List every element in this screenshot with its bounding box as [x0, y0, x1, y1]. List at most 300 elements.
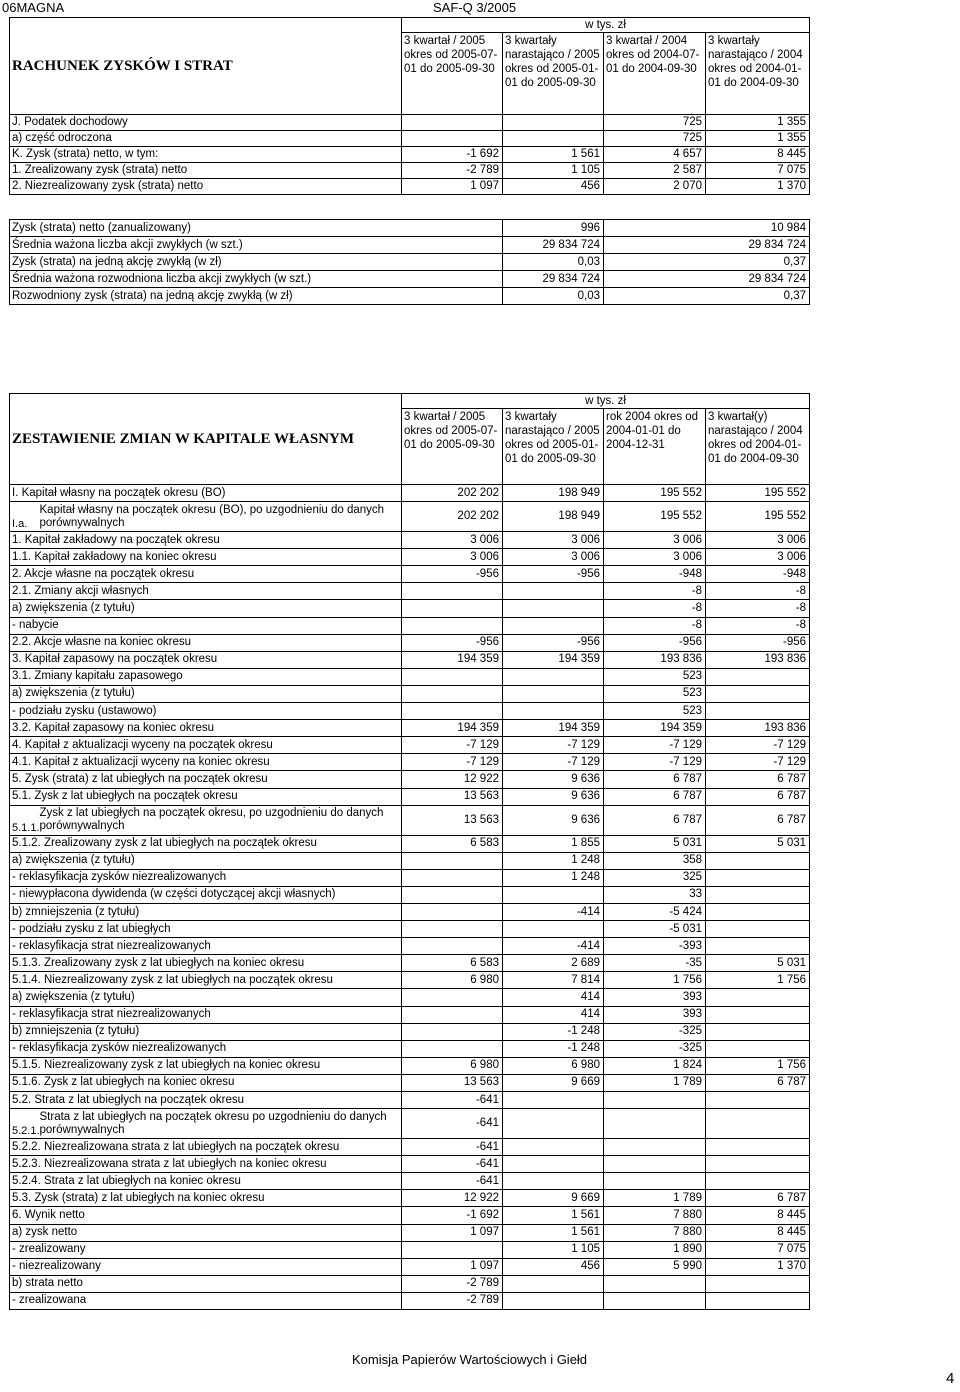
row-label: a) zwiększenia (z tytułu) — [10, 989, 402, 1006]
cell-value — [503, 1292, 604, 1309]
cell-value: 194 359 — [402, 720, 503, 737]
cell-value: 393 — [604, 1006, 706, 1023]
row-label: - nabycie — [10, 617, 402, 634]
row-label: 4.1. Kapitał z aktualizacji wyceny na koniec okresu — [10, 754, 402, 771]
cell-value — [402, 921, 503, 938]
cell-value: -8 — [604, 583, 706, 600]
cell-value — [503, 600, 604, 617]
table-row — [10, 485, 810, 502]
cell-value — [706, 1006, 810, 1023]
cell-value: 523 — [604, 703, 706, 720]
cell-value — [402, 583, 503, 600]
cell-value: 3 006 — [503, 549, 604, 566]
cell-value — [503, 115, 604, 131]
row-label: 2.1. Zmiany akcji własnych — [10, 583, 402, 600]
cell-value: 523 — [604, 668, 706, 685]
cell-value: 13 563 — [402, 788, 503, 805]
cell-value: 193 836 — [706, 720, 810, 737]
table-row — [10, 955, 810, 972]
row-label: 5.2.3. Niezrealizowana strata z lat ubiegłych na koniec okresu — [10, 1156, 402, 1173]
cell-value — [402, 115, 503, 131]
cell-value — [604, 1092, 706, 1109]
cell-value: 29 834 724 — [503, 271, 604, 288]
cell-value — [706, 886, 810, 903]
cell-value: -414 — [503, 938, 604, 955]
row-label: Średnia ważona rozwodniona liczba akcji zwykłych (w szt.) — [10, 271, 503, 288]
row-label: - niezrealizowany — [10, 1258, 402, 1275]
row-label: Średnia ważona liczba akcji zwykłych (w szt.) — [10, 237, 503, 254]
cell-value: 1 756 — [706, 972, 810, 989]
cell-value: 5 990 — [604, 1258, 706, 1275]
row-label: K. Zysk (strata) netto, w tym: — [10, 147, 402, 163]
income-title: RACHUNEK ZYSKÓW I STRAT — [10, 18, 402, 115]
row-label: 3. Kapitał zapasowy na początek okresu — [10, 651, 402, 668]
row-label: 5.2. Strata z lat ubiegłych na początek okresu — [10, 1092, 402, 1109]
cell-value: 1 370 — [706, 1258, 810, 1275]
cell-value — [402, 600, 503, 617]
cell-value: 7 814 — [503, 972, 604, 989]
column-header: 3 kwartał / 2005 okres od 2005-07-01 do 2005-09-30 — [402, 33, 503, 115]
row-label: a) zwiększenia (z tytułu) — [10, 600, 402, 617]
row-label: - zrealizowana — [10, 1292, 402, 1309]
cell-value: 7 075 — [706, 163, 810, 179]
table-row — [10, 583, 810, 600]
table-row — [10, 1156, 810, 1173]
column-header: 3 kwartały narastająco / 2005 okres od 2005-01-01 do 2005-09-30 — [503, 33, 604, 115]
column-header: 3 kwartał / 2005 okres od 2005-07-01 do 2005-09-30 — [402, 409, 503, 485]
row-label: J. Podatek dochodowy — [10, 115, 402, 131]
cell-value: 996 — [503, 220, 604, 237]
cell-value: -956 — [503, 634, 604, 651]
cell-value — [503, 685, 604, 702]
cell-value — [402, 668, 503, 685]
table-row — [10, 1224, 810, 1241]
cell-value — [706, 869, 810, 886]
cell-value: 12 922 — [402, 1190, 503, 1207]
row-label: - niewypłacona dywidenda (w części dotyczącej akcji własnych) — [10, 886, 402, 903]
cell-value: -414 — [503, 903, 604, 920]
table-row — [10, 668, 810, 685]
table-row — [10, 502, 810, 532]
cell-value: 1 561 — [503, 147, 604, 163]
cell-value — [402, 685, 503, 702]
cell-value: 523 — [604, 685, 706, 702]
table-row — [10, 254, 810, 271]
cell-value: -8 — [706, 583, 810, 600]
cell-value: 6 787 — [706, 788, 810, 805]
table-row — [10, 1275, 810, 1292]
table-row — [10, 131, 810, 147]
equity-statement — [9, 393, 810, 1310]
row-label: - reklasyfikacja strat niezrealizowanych — [10, 1006, 402, 1023]
row-label: - reklasyfikacja strat niezrealizowanych — [10, 938, 402, 955]
row-label: 5.1.5. Niezrealizowany zysk z lat ubiegłych na koniec okresu — [10, 1057, 402, 1074]
page-number: 4 — [946, 1370, 955, 1387]
table-row — [10, 1241, 810, 1258]
cell-value — [706, 1275, 810, 1292]
cell-value — [503, 1139, 604, 1156]
table-row — [10, 703, 810, 720]
row-label: 3.1. Zmiany kapitału zapasowego — [10, 668, 402, 685]
table-row — [10, 271, 810, 288]
table-row — [10, 179, 810, 195]
cell-value: 194 359 — [503, 651, 604, 668]
cell-value: 9 669 — [503, 1190, 604, 1207]
cell-value — [706, 1156, 810, 1173]
cell-value — [604, 1109, 706, 1139]
cell-value: -948 — [604, 566, 706, 583]
cell-value: 9 636 — [503, 805, 604, 835]
cell-value: -8 — [706, 600, 810, 617]
cell-value: -7 129 — [503, 737, 604, 754]
cell-value: 1 355 — [706, 131, 810, 147]
cell-value — [402, 1040, 503, 1057]
cell-value: 6 787 — [706, 1074, 810, 1091]
unit-row — [10, 394, 810, 409]
row-label: a) zwiększenia (z tytułu) — [10, 685, 402, 702]
cell-value — [706, 1040, 810, 1057]
cell-value: 3 006 — [402, 549, 503, 566]
cell-value: -956 — [604, 634, 706, 651]
cell-value: -7 129 — [503, 754, 604, 771]
cell-value: -1 248 — [503, 1023, 604, 1040]
cell-value: 414 — [503, 1006, 604, 1023]
row-label: Zysk z lat ubiegłych na początek okresu, po uzgodnieniu do danych porównywalnych — [38, 805, 402, 835]
table-row — [10, 938, 810, 955]
cell-value: 195 552 — [706, 502, 810, 532]
row-label: 5.1.3. Zrealizowany zysk z lat ubiegłych na koniec okresu — [10, 955, 402, 972]
cell-value: 6 583 — [402, 835, 503, 852]
row-label: 5.2.4. Strata z lat ubiegłych na koniec okresu — [10, 1173, 402, 1190]
cell-value: -641 — [402, 1092, 503, 1109]
cell-value: -956 — [402, 566, 503, 583]
form-code: SAF-Q 3/2005 — [433, 0, 517, 15]
cell-value — [503, 1092, 604, 1109]
cell-value: 6 787 — [604, 771, 706, 788]
column-header: 3 kwartał(y) narastająco / 2004 okres od 2004-01-01 do 2004-09-30 — [706, 409, 810, 485]
row-label: 5.1.2. Zrealizowany zysk z lat ubiegłych na początek okresu — [10, 835, 402, 852]
cell-value: -1 692 — [402, 1207, 503, 1224]
cell-value — [503, 1275, 604, 1292]
table-row — [10, 549, 810, 566]
cell-value: 8 445 — [706, 147, 810, 163]
cell-value: 1 756 — [706, 1057, 810, 1074]
table-row — [10, 566, 810, 583]
cell-value — [503, 1173, 604, 1190]
cell-value: 5 031 — [604, 835, 706, 852]
eps-table — [9, 219, 810, 305]
cell-value: 1 789 — [604, 1190, 706, 1207]
cell-value: 3 006 — [604, 549, 706, 566]
cell-value — [402, 869, 503, 886]
cell-value — [706, 685, 810, 702]
cell-value — [706, 668, 810, 685]
row-label: 5.1.4. Niezrealizowany zysk z lat ubiegłych na początek okresu — [10, 972, 402, 989]
cell-value: 3 006 — [503, 532, 604, 549]
cell-value: 1 097 — [402, 1224, 503, 1241]
cell-value — [604, 1139, 706, 1156]
cell-value — [503, 703, 604, 720]
cell-value — [706, 1139, 810, 1156]
cell-value — [402, 938, 503, 955]
table-row — [10, 1173, 810, 1190]
cell-value — [503, 668, 604, 685]
table-row — [10, 737, 810, 754]
table-row — [10, 1109, 810, 1139]
row-label: 4. Kapitał z aktualizacji wyceny na początek okresu — [10, 737, 402, 754]
cell-value: 195 552 — [706, 485, 810, 502]
cell-value — [604, 1156, 706, 1173]
row-label: - reklasyfikacja zysków niezrealizowanych — [10, 869, 402, 886]
cell-value: 2 070 — [604, 179, 706, 195]
cell-value — [402, 131, 503, 147]
cell-value: -956 — [503, 566, 604, 583]
cell-value: 1 561 — [503, 1224, 604, 1241]
cell-value: 4 657 — [604, 147, 706, 163]
cell-value: -956 — [402, 634, 503, 651]
table-row — [10, 651, 810, 668]
equity-title: ZESTAWIENIE ZMIAN W KAPITALE WŁASNYM — [10, 394, 402, 485]
cell-value: 202 202 — [402, 485, 503, 502]
cell-value: 1 248 — [503, 869, 604, 886]
unit-label: w tys. zł — [402, 394, 810, 409]
cell-value: 7 075 — [706, 1241, 810, 1258]
cell-value: 195 552 — [604, 502, 706, 532]
row-label: - reklasyfikacja zysków niezrealizowanych — [10, 1040, 402, 1057]
cell-value — [706, 1092, 810, 1109]
cell-value: 3 006 — [402, 532, 503, 549]
table-row — [10, 921, 810, 938]
cell-value: 9 636 — [503, 788, 604, 805]
table-row — [10, 1139, 810, 1156]
cell-value: 1 561 — [503, 1207, 604, 1224]
cell-value: 1 248 — [503, 852, 604, 869]
cell-value — [503, 583, 604, 600]
cell-value: 8 445 — [706, 1224, 810, 1241]
row-number: I.a. — [10, 502, 38, 532]
cell-value: 725 — [604, 115, 706, 131]
cell-value: -1 248 — [503, 1040, 604, 1057]
cell-value — [604, 1173, 706, 1190]
cell-value: 7 880 — [604, 1207, 706, 1224]
table-row — [10, 1292, 810, 1309]
cell-value: 0,03 — [503, 288, 604, 305]
row-label: Strata z lat ubiegłych na początek okresu po uzgodnieniu do danych porównywalnych — [38, 1109, 402, 1139]
table-row — [10, 720, 810, 737]
table-row — [10, 805, 810, 835]
cell-value: 6 787 — [604, 788, 706, 805]
cell-value — [402, 852, 503, 869]
cell-value — [706, 921, 810, 938]
row-label: Zysk (strata) netto (zanualizowany) — [10, 220, 503, 237]
table-row — [10, 532, 810, 549]
cell-value: 1 097 — [402, 179, 503, 195]
cell-value: 29 834 724 — [604, 237, 810, 254]
row-label: b) zmniejszenia (z tytułu) — [10, 1023, 402, 1040]
cell-value: 13 563 — [402, 1074, 503, 1091]
table-row — [10, 1057, 810, 1074]
row-label: 5.2.2. Niezrealizowana strata z lat ubiegłych na początek okresu — [10, 1139, 402, 1156]
cell-value: 0,37 — [604, 254, 810, 271]
table-row — [10, 220, 810, 237]
cell-value: 9 669 — [503, 1074, 604, 1091]
cell-value: 13 563 — [402, 805, 503, 835]
cell-value — [402, 1006, 503, 1023]
row-label: 1.1. Kapitał zakładowy na koniec okresu — [10, 549, 402, 566]
cell-value: -5 031 — [604, 921, 706, 938]
cell-value: 2 689 — [503, 955, 604, 972]
cell-value: -641 — [402, 1139, 503, 1156]
cell-value: 1 824 — [604, 1057, 706, 1074]
cell-value — [402, 703, 503, 720]
cell-value: 1 756 — [604, 972, 706, 989]
cell-value: -7 129 — [604, 754, 706, 771]
cell-value: 6 787 — [706, 1190, 810, 1207]
table-row — [10, 835, 810, 852]
cell-value: 1 789 — [604, 1074, 706, 1091]
cell-value: 5 031 — [706, 955, 810, 972]
cell-value: 1 855 — [503, 835, 604, 852]
cell-value: 6 787 — [604, 805, 706, 835]
cell-value: -641 — [402, 1156, 503, 1173]
row-label: Rozwodniony zysk (strata) na jedną akcję zwykłą (w zł) — [10, 288, 503, 305]
cell-value: 194 359 — [503, 720, 604, 737]
table-row — [10, 852, 810, 869]
row-label: - podziału zysku (ustawowo) — [10, 703, 402, 720]
row-label: 2.2. Akcje własne na koniec okresu — [10, 634, 402, 651]
cell-value: 198 949 — [503, 502, 604, 532]
unit-row — [10, 18, 810, 33]
row-label: - zrealizowany — [10, 1241, 402, 1258]
cell-value: 193 836 — [604, 651, 706, 668]
cell-value — [503, 1109, 604, 1139]
cell-value: -2 789 — [402, 1275, 503, 1292]
table-row — [10, 972, 810, 989]
cell-value: -7 129 — [402, 737, 503, 754]
cell-value: 33 — [604, 886, 706, 903]
cell-value — [402, 903, 503, 920]
cell-value: 393 — [604, 989, 706, 1006]
cell-value — [706, 1173, 810, 1190]
cell-value — [706, 989, 810, 1006]
cell-value: -35 — [604, 955, 706, 972]
row-label: 2. Niezrealizowany zysk (strata) netto — [10, 179, 402, 195]
cell-value — [706, 1109, 810, 1139]
row-label: 3.2. Kapitał zapasowy na koniec okresu — [10, 720, 402, 737]
cell-value: 3 006 — [706, 532, 810, 549]
footer-text: Komisja Papierów Wartościowych i Giełd — [352, 1352, 588, 1367]
cell-value: -325 — [604, 1023, 706, 1040]
cell-value: -5 424 — [604, 903, 706, 920]
row-label: I. Kapitał własny na początek okresu (BO) — [10, 485, 402, 502]
income-statement — [9, 17, 810, 195]
row-label: 5. Zysk (strata) z lat ubiegłych na początek okresu — [10, 771, 402, 788]
column-header: 3 kwartał / 2004 okres od 2004-07-01 do 2004-09-30 — [604, 33, 706, 115]
cell-value: 6 980 — [402, 972, 503, 989]
cell-value — [402, 989, 503, 1006]
cell-value: -7 129 — [604, 737, 706, 754]
company-code: 06MAGNA — [2, 0, 65, 15]
row-label: 6. Wynik netto — [10, 1207, 402, 1224]
cell-value — [402, 886, 503, 903]
cell-value — [503, 921, 604, 938]
cell-value: -8 — [604, 617, 706, 634]
row-label: 5.1. Zysk z lat ubiegłych na początek okresu — [10, 788, 402, 805]
cell-value: 198 949 — [503, 485, 604, 502]
table-row — [10, 1040, 810, 1057]
cell-value — [402, 1241, 503, 1258]
row-label: Zysk (strata) na jedną akcję zwykłą (w zł) — [10, 254, 503, 271]
cell-value: -8 — [706, 617, 810, 634]
unit-label: w tys. zł — [402, 18, 810, 33]
cell-value: 9 636 — [503, 771, 604, 788]
cell-value: -641 — [402, 1173, 503, 1190]
cell-value: 456 — [503, 1258, 604, 1275]
cell-value: 6 787 — [706, 805, 810, 835]
cell-value: 1 355 — [706, 115, 810, 131]
cell-value: 6 583 — [402, 955, 503, 972]
table-row — [10, 634, 810, 651]
cell-value: 29 834 724 — [503, 237, 604, 254]
cell-value: 202 202 — [402, 502, 503, 532]
cell-value: 456 — [503, 179, 604, 195]
table-row — [10, 1258, 810, 1275]
row-number: 5.1.1. — [10, 805, 38, 835]
cell-value: 6 980 — [503, 1057, 604, 1074]
cell-value — [604, 1275, 706, 1292]
row-label: b) zmniejszenia (z tytułu) — [10, 903, 402, 920]
cell-value: 10 984 — [604, 220, 810, 237]
cell-value: 3 006 — [706, 549, 810, 566]
cell-value: 194 359 — [402, 651, 503, 668]
table-row — [10, 869, 810, 886]
cell-value — [402, 617, 503, 634]
table-row — [10, 788, 810, 805]
cell-value — [503, 617, 604, 634]
cell-value — [604, 1292, 706, 1309]
row-label: a) część odroczona — [10, 131, 402, 147]
cell-value: 194 359 — [604, 720, 706, 737]
cell-value: -7 129 — [402, 754, 503, 771]
column-header: rok 2004 okres od 2004-01-01 do 2004-12-31 — [604, 409, 706, 485]
cell-value: 193 836 — [706, 651, 810, 668]
cell-value: 2 587 — [604, 163, 706, 179]
table-row — [10, 1006, 810, 1023]
cell-value: 8 445 — [706, 1207, 810, 1224]
cell-value: -948 — [706, 566, 810, 583]
income-table — [9, 17, 810, 195]
cell-value: -1 692 — [402, 147, 503, 163]
cell-value: 6 787 — [706, 771, 810, 788]
cell-value: 0,37 — [604, 288, 810, 305]
cell-value — [706, 852, 810, 869]
cell-value — [706, 1292, 810, 1309]
table-row — [10, 115, 810, 131]
row-label: a) zwiększenia (z tytułu) — [10, 852, 402, 869]
cell-value: 3 006 — [604, 532, 706, 549]
cell-value: 725 — [604, 131, 706, 147]
cell-value: -7 129 — [706, 754, 810, 771]
table-row — [10, 886, 810, 903]
cell-value: -956 — [706, 634, 810, 651]
table-row — [10, 600, 810, 617]
cell-value — [706, 938, 810, 955]
cell-value: 1 097 — [402, 1258, 503, 1275]
row-label: a) zysk netto — [10, 1224, 402, 1241]
cell-value: 1 370 — [706, 179, 810, 195]
cell-value: -325 — [604, 1040, 706, 1057]
cell-value: -7 129 — [706, 737, 810, 754]
